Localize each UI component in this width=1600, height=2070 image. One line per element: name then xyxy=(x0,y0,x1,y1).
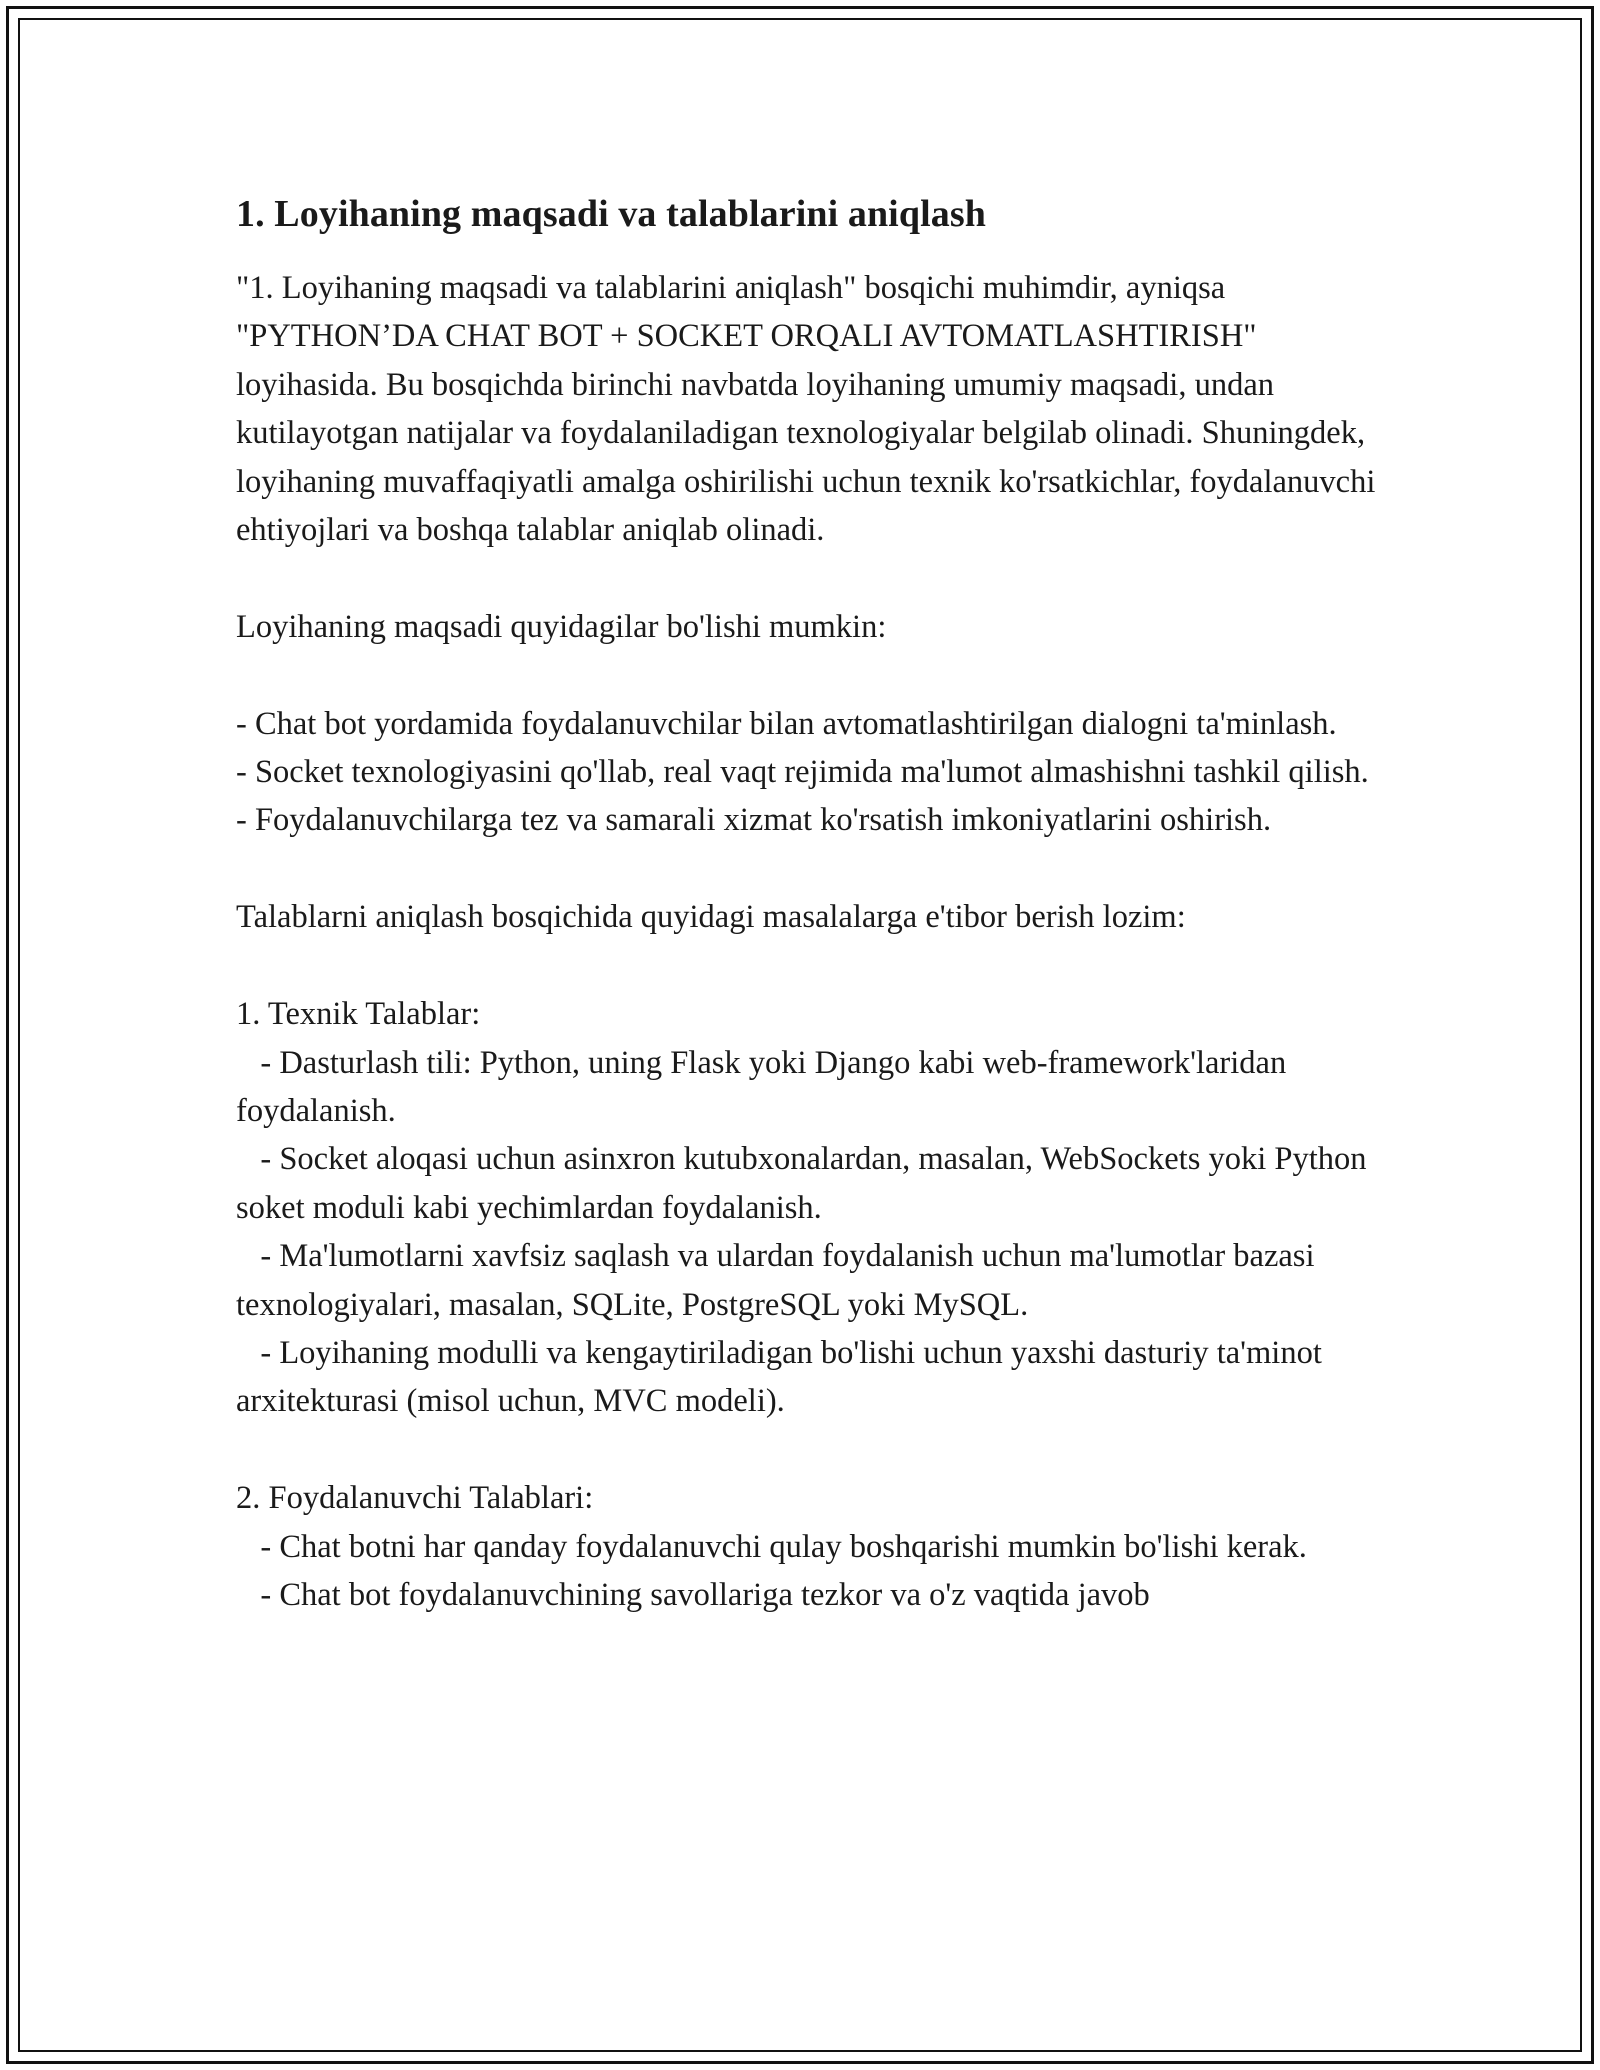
blank-line xyxy=(236,651,1386,699)
technical-requirement-item: - Ma'lumotlarni xavfsiz saqlash va ulardan foydalanish uchun ma'lumotlar bazasi texnologiyalari, masalan, SQLite, PostgreSQL yoki MySQL. xyxy=(236,1238,1323,1323)
blank-line xyxy=(236,1426,1386,1474)
goals-intro: Loyihaning maqsadi quyidagilar bo'lishi mumkin: xyxy=(236,608,887,645)
intro-paragraph: "1. Loyihaning maqsadi va talablarini aniqlash" bosqichi muhimdir, ayniqsa "PYTHON’DA CHAT BOT + SOCKET ORQALI AVTOMATLASHTIRISH" loyihasida. Bu bosqichda birinchi navbatda loyihaning umumiy maqsadi, undan kutilayotgan natijalar va foydalaniladigan texnologiyalar belgilab olinadi. Shuningdek, loyihaning muvaffaqiyatli amalga oshirilishi uchun texnik ko'rsatkichlar, foydalanuvchi ehtiyojlari va boshqa talablar aniqlab olinadi. xyxy=(236,270,1384,549)
user-requirements-title: 2. Foydalanuvchi Talablari: xyxy=(236,1480,594,1517)
body-text xyxy=(236,264,1386,1619)
blank-line xyxy=(236,942,1386,990)
document-body xyxy=(236,188,1386,1619)
blank-line xyxy=(236,845,1386,893)
technical-requirements-title: 1. Texnik Talablar: xyxy=(236,996,481,1033)
technical-requirement-item: - Socket aloqasi uchun asinxron kutubxonalardan, masalan, WebSockets yoki Python soket moduli kabi yechimlardan foydalanish. xyxy=(236,1141,1375,1226)
user-requirement-item: - Chat botni har qanday foydalanuvchi qulay boshqarishi mumkin bo'lishi kerak. xyxy=(236,1528,1307,1565)
goal-item: - Chat bot yordamida foydalanuvchilar bilan avtomatlashtirilgan dialogni ta'minlash. xyxy=(236,705,1337,742)
technical-requirement-item: - Loyihaning modulli va kengaytiriladigan bo'lishi uchun yaxshi dasturiy ta'minot arxitekturasi (misol uchun, MVC modeli). xyxy=(236,1334,1330,1420)
technical-requirement-item: - Dasturlash tili: Python, uning Flask yoki Django kabi web-framework'laridan foydalanish. xyxy=(236,1044,1295,1129)
blank-line xyxy=(236,554,1386,602)
requirements-intro: Talablarni aniqlash bosqichida quyidagi masalalarga e'tibor berish lozim: xyxy=(236,899,1186,936)
goal-item: - Foydalanuvchilarga tez va samarali xizmat ko'rsatish imkoniyatlarini oshirish. xyxy=(236,802,1272,839)
goal-item: - Socket texnologiyasini qo'llab, real vaqt rejimida ma'lumot almashishni tashkil qilish. xyxy=(236,754,1369,791)
section-heading: 1. Loyihaning maqsadi va talablarini aniqlash xyxy=(236,193,986,235)
user-requirement-item: - Chat bot foydalanuvchining savollariga tezkor va o'z vaqtida javob xyxy=(236,1576,1150,1613)
